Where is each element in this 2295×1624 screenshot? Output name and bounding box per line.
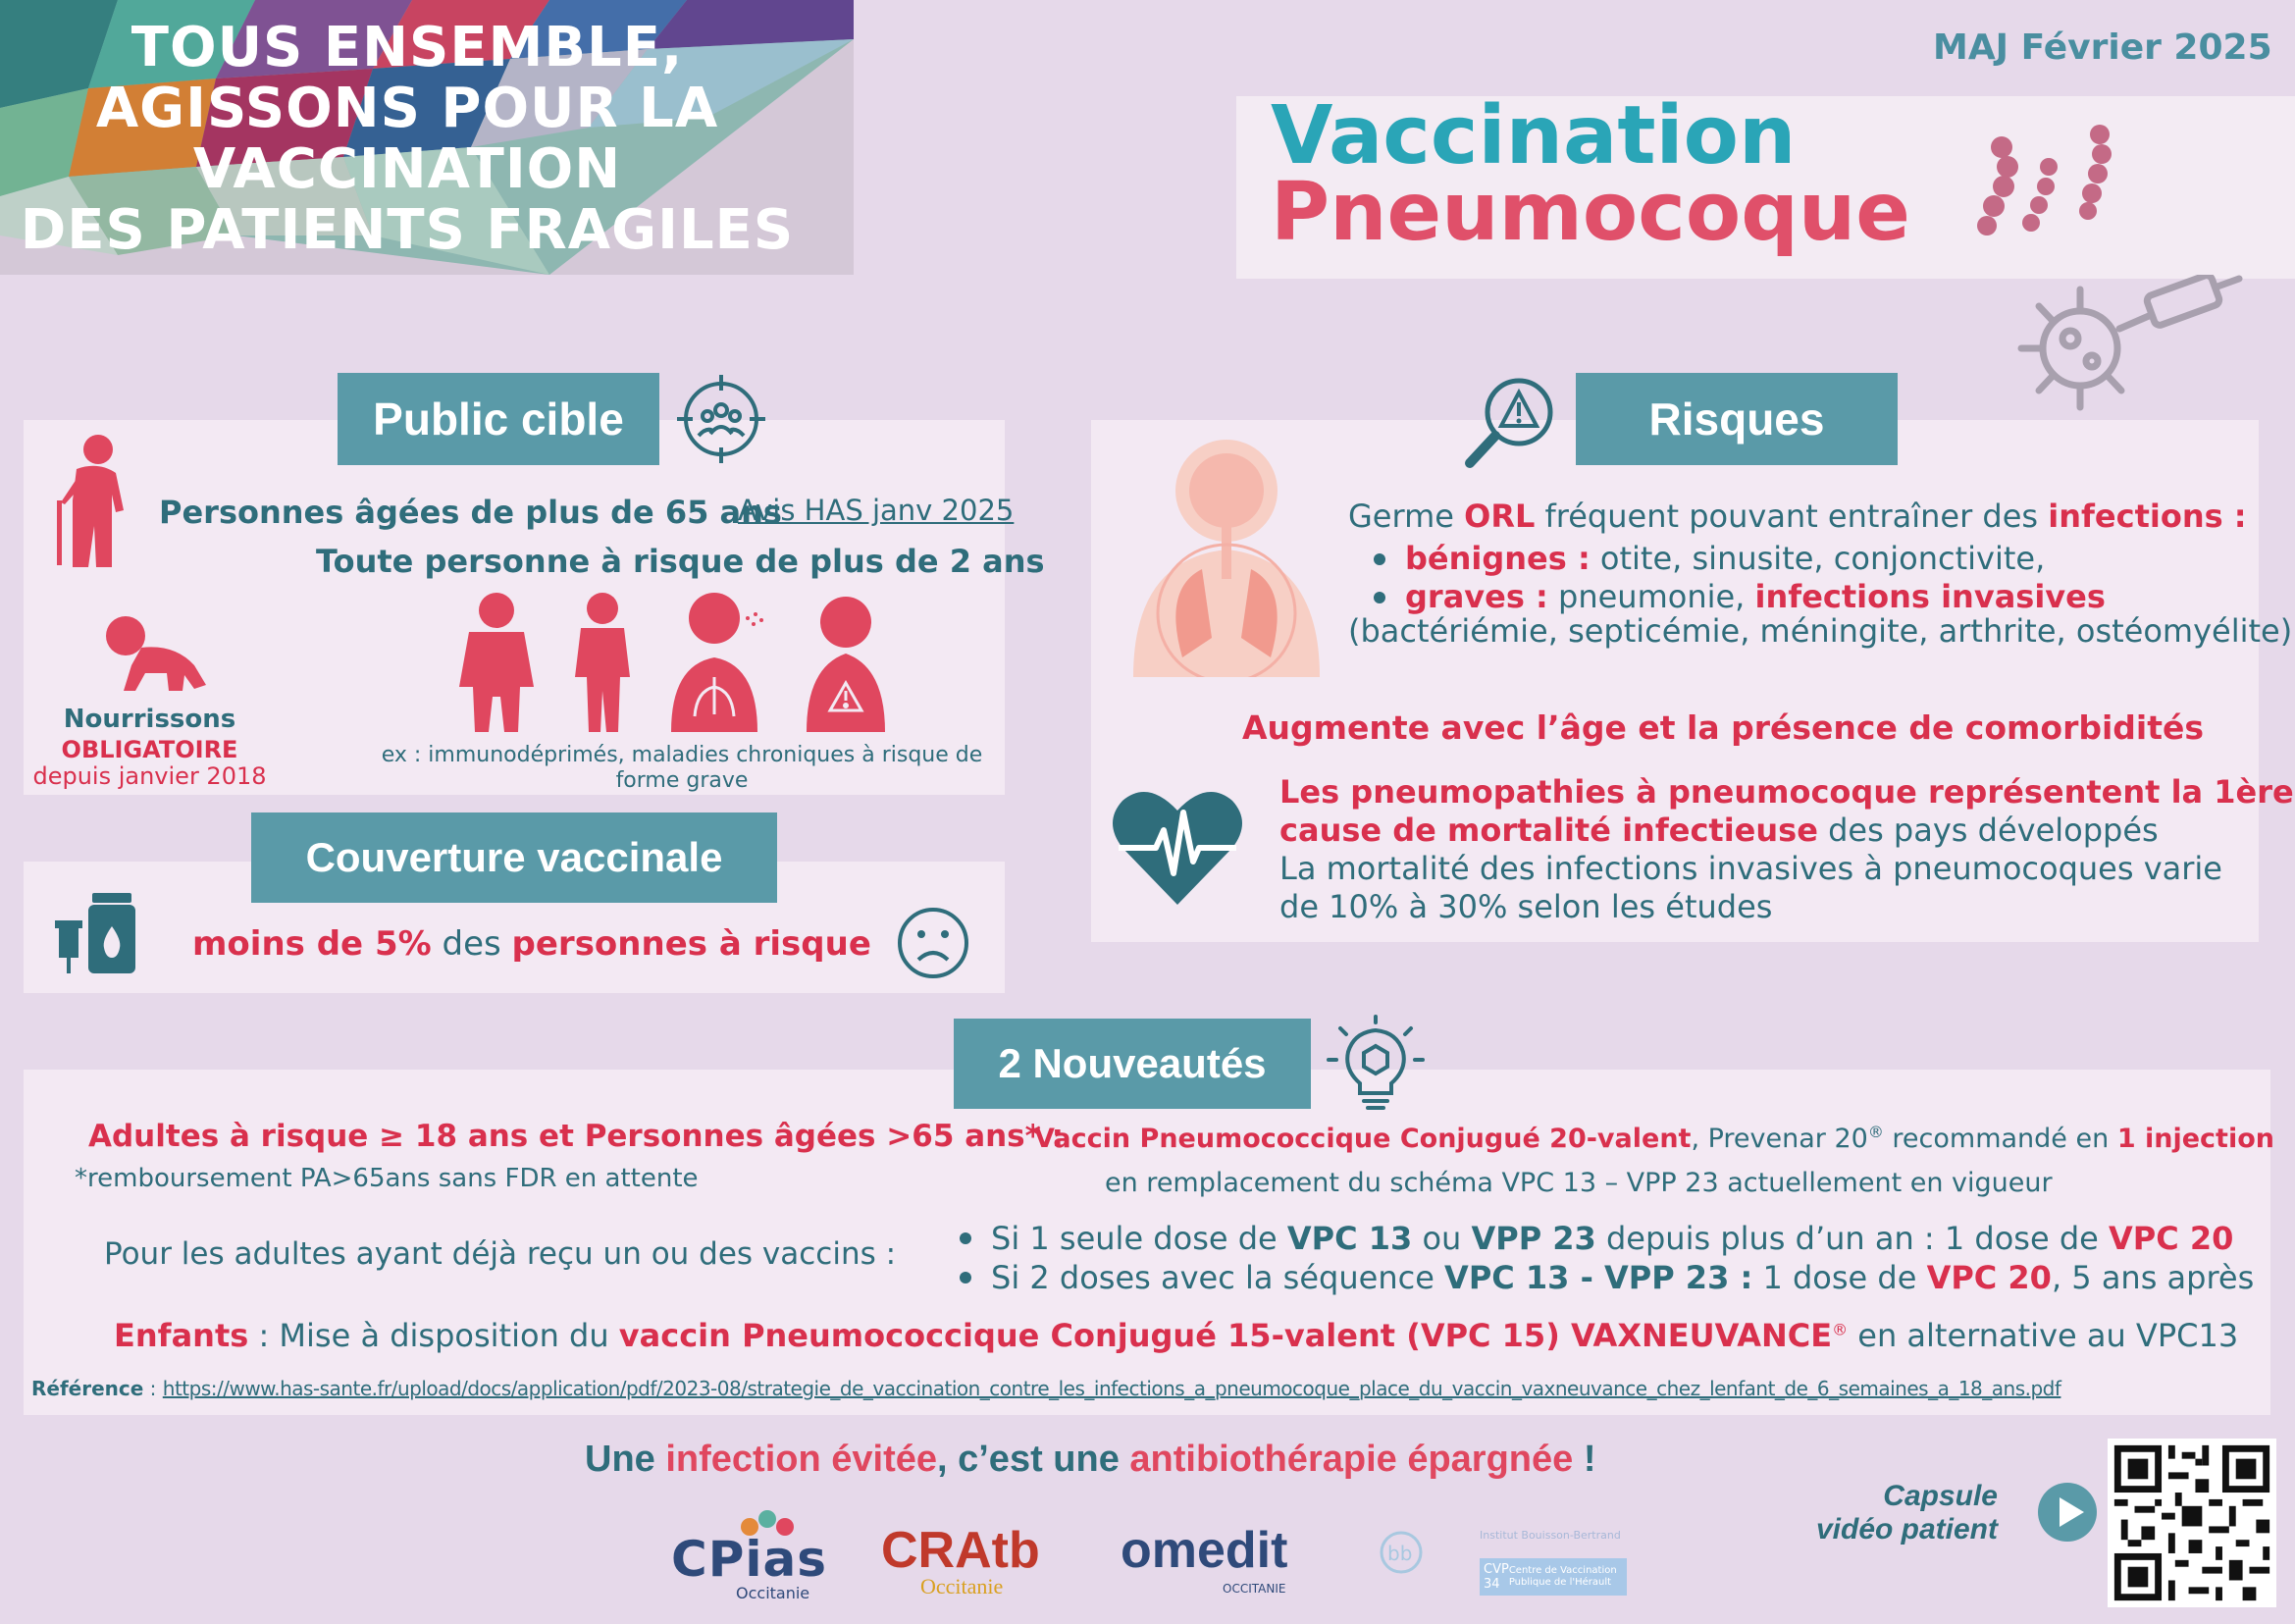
vaccine-vial-icon	[49, 883, 142, 976]
public-line-1: Personnes âgées de plus de 65 ans	[159, 494, 782, 531]
pour-adultes-text: Pour les adultes ayant déjà reçu un ou des vaccins :	[104, 1236, 897, 1272]
pneumo-line-2	[1279, 812, 2294, 850]
ibb-text: Institut Bouisson-Bertrand	[1480, 1529, 1621, 1542]
vaccin-15-name: vaccin Pneumococcique Conjugué 15-valent (VPC 15) VAXNEUVANCE	[618, 1317, 1833, 1354]
alternative-text: en alternative au VPC13	[1848, 1317, 2239, 1354]
cpias-logo	[671, 1509, 827, 1602]
dose1-vpp23: VPP 23	[1471, 1220, 1596, 1257]
prevenar-reg: ®	[1867, 1123, 1884, 1141]
slogan-une: Une	[585, 1439, 666, 1480]
dose1-depuis: depuis plus d’un an : 1 dose de	[1595, 1220, 2109, 1257]
enfants-text	[114, 1317, 2238, 1354]
risques-paren: (bactériémie, septicémie, méningite, arthrite, ostéomyélite)	[1348, 612, 2293, 650]
cratb-text: CRAtb	[881, 1522, 1040, 1579]
pneumo-text	[1279, 773, 2294, 926]
list-item	[1366, 540, 2106, 578]
depuis-label: depuis janvier 2018	[32, 762, 267, 790]
cvp-label: CVP 34	[1484, 1562, 1509, 1592]
dose1-vpc13: VPC 13	[1286, 1220, 1413, 1257]
couverture-des: des	[431, 924, 512, 964]
orl-text: ORL	[1464, 498, 1536, 535]
capsule-label[interactable]	[1811, 1480, 1998, 1546]
couverture-header: Couverture vaccinale	[251, 812, 777, 903]
pneumo-cause: cause de mortalité infectieuse	[1279, 812, 1818, 849]
title-block	[1271, 89, 1910, 259]
slogan-antibio: antibiothérapie épargnée	[1129, 1439, 1574, 1480]
cpias-sub: Occitanie	[736, 1584, 810, 1602]
reference-label: Référence	[31, 1377, 144, 1400]
avis-has-link[interactable]: Avis HAS janv 2025	[738, 494, 1015, 527]
dose1-vpc20: VPC 20	[2109, 1220, 2234, 1257]
reference-line	[31, 1377, 2060, 1400]
virus-syringe-icon	[2011, 275, 2247, 422]
dose2-seq: VPC 13 - VPP 23 :	[1444, 1259, 1753, 1296]
graves-label: graves :	[1405, 578, 1548, 615]
mise-text: : Mise à disposition du	[248, 1317, 619, 1354]
public-line-2: Toute personne à risque de plus de 2 ans	[316, 543, 1045, 580]
banner-line-2: AGISSONS POUR LA VACCINATION	[95, 77, 719, 201]
sad-face-icon	[895, 905, 971, 981]
recommande-text: recommandé en	[1883, 1124, 2117, 1154]
couverture-moins: moins de 5%	[192, 924, 432, 964]
mortalite-line-2: de 10% à 30% selon les études	[1279, 888, 1773, 925]
dose2-a: Si 2 doses avec la séquence	[991, 1259, 1445, 1296]
invasives-label: infections invasives	[1754, 578, 2106, 615]
dose2-dose: 1 dose de	[1752, 1259, 1927, 1296]
omedit-logo	[1121, 1521, 1317, 1599]
ibb-emblem-icon	[1362, 1529, 1440, 1578]
remboursement-note: *remboursement PA>65ans sans FDR en attente	[75, 1164, 699, 1193]
omedit-text: omedit	[1121, 1522, 1288, 1579]
slogan-infection: infection évitée	[665, 1439, 937, 1480]
doses-list	[952, 1219, 2254, 1297]
banner-title	[20, 18, 795, 261]
cratb-logo	[881, 1521, 1058, 1599]
heart-pulse-icon	[1109, 783, 1246, 911]
dose1-a: Si 1 seule dose de	[991, 1220, 1287, 1257]
injection-text: 1 injection	[2116, 1124, 2274, 1154]
lungs-body-icon	[1123, 432, 1330, 677]
risques-augmente: Augmente avec l’âge et la présence de comorbidités	[1242, 708, 2205, 747]
svg-text:bb: bb	[1387, 1542, 1413, 1565]
risques-germe	[1348, 498, 2247, 535]
qr-code[interactable]	[2108, 1439, 2276, 1607]
graves-text: pneumonie,	[1547, 578, 1755, 615]
title-pneumocoque: Pneumocoque	[1271, 166, 1910, 259]
omedit-sub: OCCITANIE	[1223, 1582, 1286, 1596]
banner-line-3: DES PATIENTS FRAGILES	[20, 198, 795, 262]
target-people-icon	[675, 373, 767, 465]
cvp-text: Centre de Vaccination Publique de l'Hérault	[1508, 1565, 1617, 1588]
cratb-sub: Occitanie	[920, 1574, 1004, 1598]
example-line-2: forme grave	[615, 768, 749, 793]
nourrissons-label: Nourrissons	[63, 705, 236, 734]
mortalite-line-1: La mortalité des infections invasives à pneumocoques varie	[1279, 850, 2222, 887]
example-line-1: ex : immunodéprimés, maladies chroniques à risque de	[381, 743, 983, 767]
vaccin-20-text	[1034, 1123, 2274, 1154]
risques-list	[1366, 540, 2106, 616]
vaxneuvance-reg: ®	[1832, 1320, 1849, 1339]
benignes-label: bénignes :	[1405, 540, 1591, 577]
elderly-person-icon	[47, 432, 140, 569]
bacteria-icon	[1972, 123, 2119, 250]
vaccin-20-name: Vaccin Pneumococcique Conjugué 20-valent	[1034, 1124, 1692, 1154]
lightbulb-icon	[1327, 1015, 1425, 1113]
slogan	[585, 1439, 1596, 1481]
risk-people-icons	[453, 589, 914, 734]
couverture-text	[192, 924, 871, 964]
frequent-text: fréquent pouvant entraîner des	[1535, 498, 2049, 535]
slogan-excl: !	[1573, 1439, 1596, 1480]
baby-icon	[96, 608, 214, 697]
play-icon[interactable]	[2035, 1480, 2100, 1545]
title-vaccination: Vaccination	[1271, 89, 1797, 183]
list-item	[952, 1258, 2254, 1297]
banner-line-1: TOUS ENSEMBLE,	[130, 16, 684, 79]
capsule-line-1: Capsule	[1883, 1480, 1998, 1512]
germe-text: Germe	[1348, 498, 1465, 535]
pneumo-line-1: Les pneumopathies à pneumocoque représentent la 1ère	[1279, 773, 2294, 811]
dose1-ou: ou	[1412, 1220, 1472, 1257]
infections-text: infections :	[2048, 498, 2247, 535]
update-date: MAJ Février 2025	[1933, 27, 2272, 68]
list-item	[952, 1219, 2254, 1258]
remplacement-text: en remplacement du schéma VPC 13 – VPP 23 actuellement en vigueur	[1105, 1168, 2053, 1198]
risques-header: Risques	[1576, 373, 1898, 465]
magnifier-warning-icon	[1460, 371, 1562, 473]
ibb-cvp-logo	[1362, 1525, 1637, 1603]
adultes-text: Adultes à risque ≥ 18 ans et Personnes âgées >65 ans* :	[88, 1119, 1065, 1154]
reference-link[interactable]: https://www.has-sante.fr/upload/docs/application/pdf/2023-08/strategie_de_vaccination_contre_les_infections_a_pneumocoque_place_du_vaccin_vaxneuvance_chez_lenfant_de_6_semaines_a_18_ans.pdf	[162, 1377, 2061, 1400]
cvp-box	[1480, 1558, 1627, 1596]
dose2-apres: , 5 ans après	[2051, 1259, 2255, 1296]
couverture-personnes: personnes à risque	[511, 924, 871, 964]
prevenar-text: , Prevenar 20	[1691, 1124, 1868, 1154]
slogan-cest: , c’est une	[937, 1439, 1130, 1480]
enfants-label: Enfants	[114, 1317, 249, 1354]
reference-sep: :	[143, 1377, 163, 1400]
cpias-text: CPias	[671, 1531, 827, 1588]
dose2-vpc20: VPC 20	[1926, 1259, 2052, 1296]
pneumo-pays: des pays développés	[1817, 812, 2159, 849]
public-header: Public cible	[338, 373, 659, 465]
obligatoire-label: OBLIGATOIRE	[61, 736, 238, 763]
benignes-text: otite, sinusite, conjonctivite,	[1590, 540, 2046, 577]
capsule-line-2: vidéo patient	[1815, 1513, 1998, 1545]
public-example	[353, 743, 1011, 794]
list-item	[1366, 578, 2106, 616]
nouveautes-header: 2 Nouveautés	[954, 1019, 1311, 1109]
